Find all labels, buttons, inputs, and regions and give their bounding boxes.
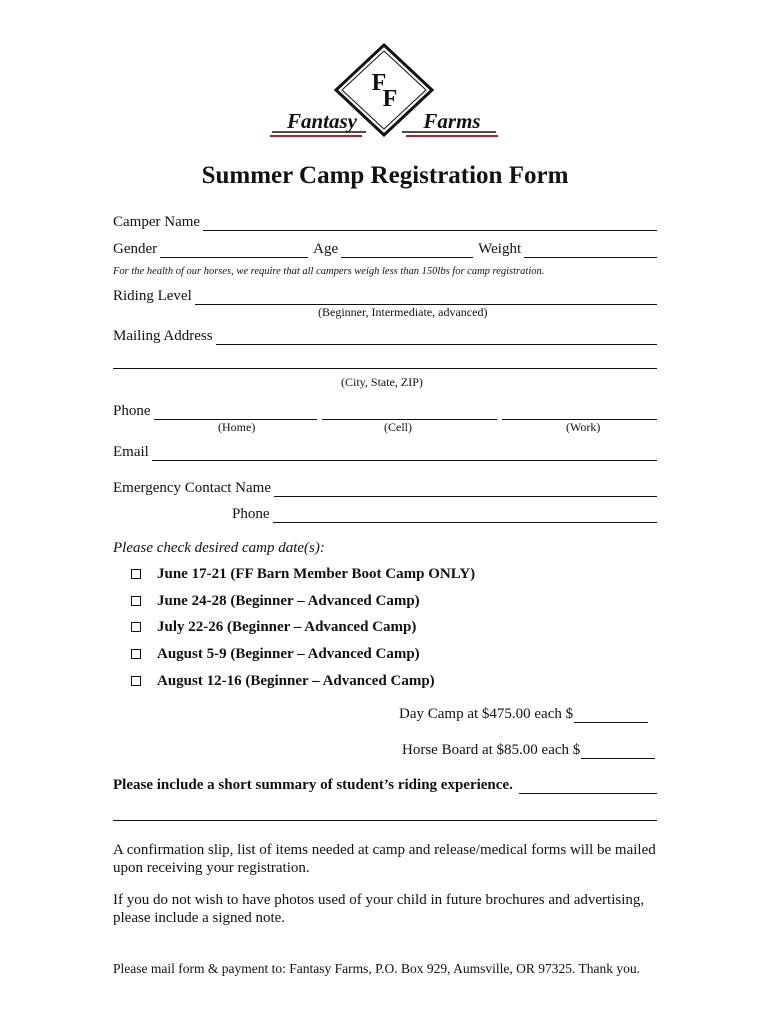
camp-option-label: August 12-16 (Beginner – Advanced Camp)	[157, 672, 435, 689]
phone-home-field[interactable]	[154, 404, 317, 420]
emergency-contact-row	[113, 477, 657, 497]
checkbox-icon[interactable]	[131, 676, 141, 686]
camp-option-label: July 22-26 (Beginner – Advanced Camp)	[157, 618, 417, 635]
weight-note: For the health of our horses, we require that all campers weigh less than 150lbs for camp registration.	[113, 266, 545, 277]
camp-option[interactable]	[131, 618, 416, 636]
riding-level-hint: (Beginner, Intermediate, advanced)	[318, 305, 488, 319]
checkbox-icon[interactable]	[131, 622, 141, 632]
riding-level-label: Riding Level	[113, 288, 192, 304]
checkbox-icon[interactable]	[131, 596, 141, 606]
weight-label: Weight	[478, 241, 522, 257]
email-field[interactable]	[152, 445, 657, 461]
camper-name-row	[113, 211, 657, 231]
camp-option-label: June 24-28 (Beginner – Advanced Camp)	[157, 592, 420, 609]
logo-word-left: Fantasy	[286, 109, 358, 133]
horse-board-price	[402, 742, 655, 759]
emergency-contact-label: Emergency Contact Name	[113, 480, 271, 496]
day-camp-label: Day Camp at $475.00 each $	[399, 706, 574, 722]
mailing-address-label: Mailing Address	[113, 328, 213, 344]
riding-summary-field[interactable]	[519, 778, 657, 794]
camp-option[interactable]	[131, 592, 420, 610]
mailing-address-row	[113, 325, 657, 345]
fantasy-farms-logo	[266, 42, 502, 142]
emergency-phone-field[interactable]	[273, 507, 658, 523]
camper-name-label: Camper Name	[113, 214, 201, 230]
camp-dates-prompt: Please check desired camp date(s):	[113, 540, 325, 556]
mailing-instructions: Please mail form & payment to: Fantasy Farms, P.O. Box 929, Aumsville, OR 97325. Thank you.	[113, 961, 640, 976]
horse-board-amount-field[interactable]	[581, 744, 655, 759]
emergency-phone-row	[232, 503, 657, 523]
day-camp-amount-field[interactable]	[574, 708, 648, 723]
gender-label: Gender	[113, 241, 158, 257]
camp-option-label: August 5-9 (Beginner – Advanced Camp)	[157, 645, 420, 662]
logo-letter-1: F	[371, 70, 387, 96]
age-field[interactable]	[341, 242, 473, 258]
logo-letter-2: F	[382, 86, 398, 112]
camp-option-label: June 17-21 (FF Barn Member Boot Camp ONLY)	[157, 565, 476, 582]
phone-cell-hint: (Cell)	[384, 420, 412, 434]
mailing-address-field[interactable]	[216, 329, 657, 345]
email-label: Email	[113, 444, 149, 460]
phone-work-hint: (Work)	[566, 420, 601, 434]
phone-cell-field[interactable]	[322, 404, 497, 420]
logo-word-right: Farms	[423, 109, 481, 133]
weight-field[interactable]	[524, 242, 657, 258]
riding-summary-row	[113, 777, 657, 794]
riding-summary-second-line[interactable]	[113, 820, 657, 821]
phone-work-field[interactable]	[502, 404, 658, 420]
emergency-phone-label: Phone	[232, 506, 270, 522]
horse-board-label: Horse Board at $85.00 each $	[402, 742, 581, 758]
phone-row	[113, 400, 657, 420]
phone-label: Phone	[113, 403, 151, 419]
phone-home-hint: (Home)	[218, 420, 256, 434]
camp-option[interactable]	[131, 565, 475, 583]
camp-option[interactable]	[131, 672, 435, 690]
photos-paragraph: If you do not wish to have photos used of your child in future brochures and advertising, please include a signed note.	[113, 892, 645, 926]
form-title: Summer Camp Registration Form	[201, 162, 569, 189]
gender-field[interactable]	[160, 242, 308, 258]
day-camp-price	[399, 706, 648, 723]
checkbox-icon[interactable]	[131, 649, 141, 659]
camp-option[interactable]	[131, 645, 420, 663]
riding-level-field[interactable]	[195, 289, 657, 305]
age-label: Age	[313, 241, 339, 257]
riding-level-row	[113, 285, 657, 305]
address-second-line[interactable]	[113, 368, 657, 369]
email-row	[113, 441, 657, 461]
checkbox-icon[interactable]	[131, 569, 141, 579]
camper-name-field[interactable]	[203, 215, 657, 231]
gender-age-weight-row	[113, 238, 657, 258]
ff-diamond-logo	[266, 42, 502, 142]
emergency-contact-field[interactable]	[274, 481, 657, 497]
riding-summary-label: Please include a short summary of student’s riding experience.	[113, 777, 513, 793]
confirmation-paragraph: A confirmation slip, list of items needed at camp and release/medical forms will be mailed upon receiving your registration.	[113, 842, 656, 876]
address-hint: (City, State, ZIP)	[341, 375, 423, 389]
